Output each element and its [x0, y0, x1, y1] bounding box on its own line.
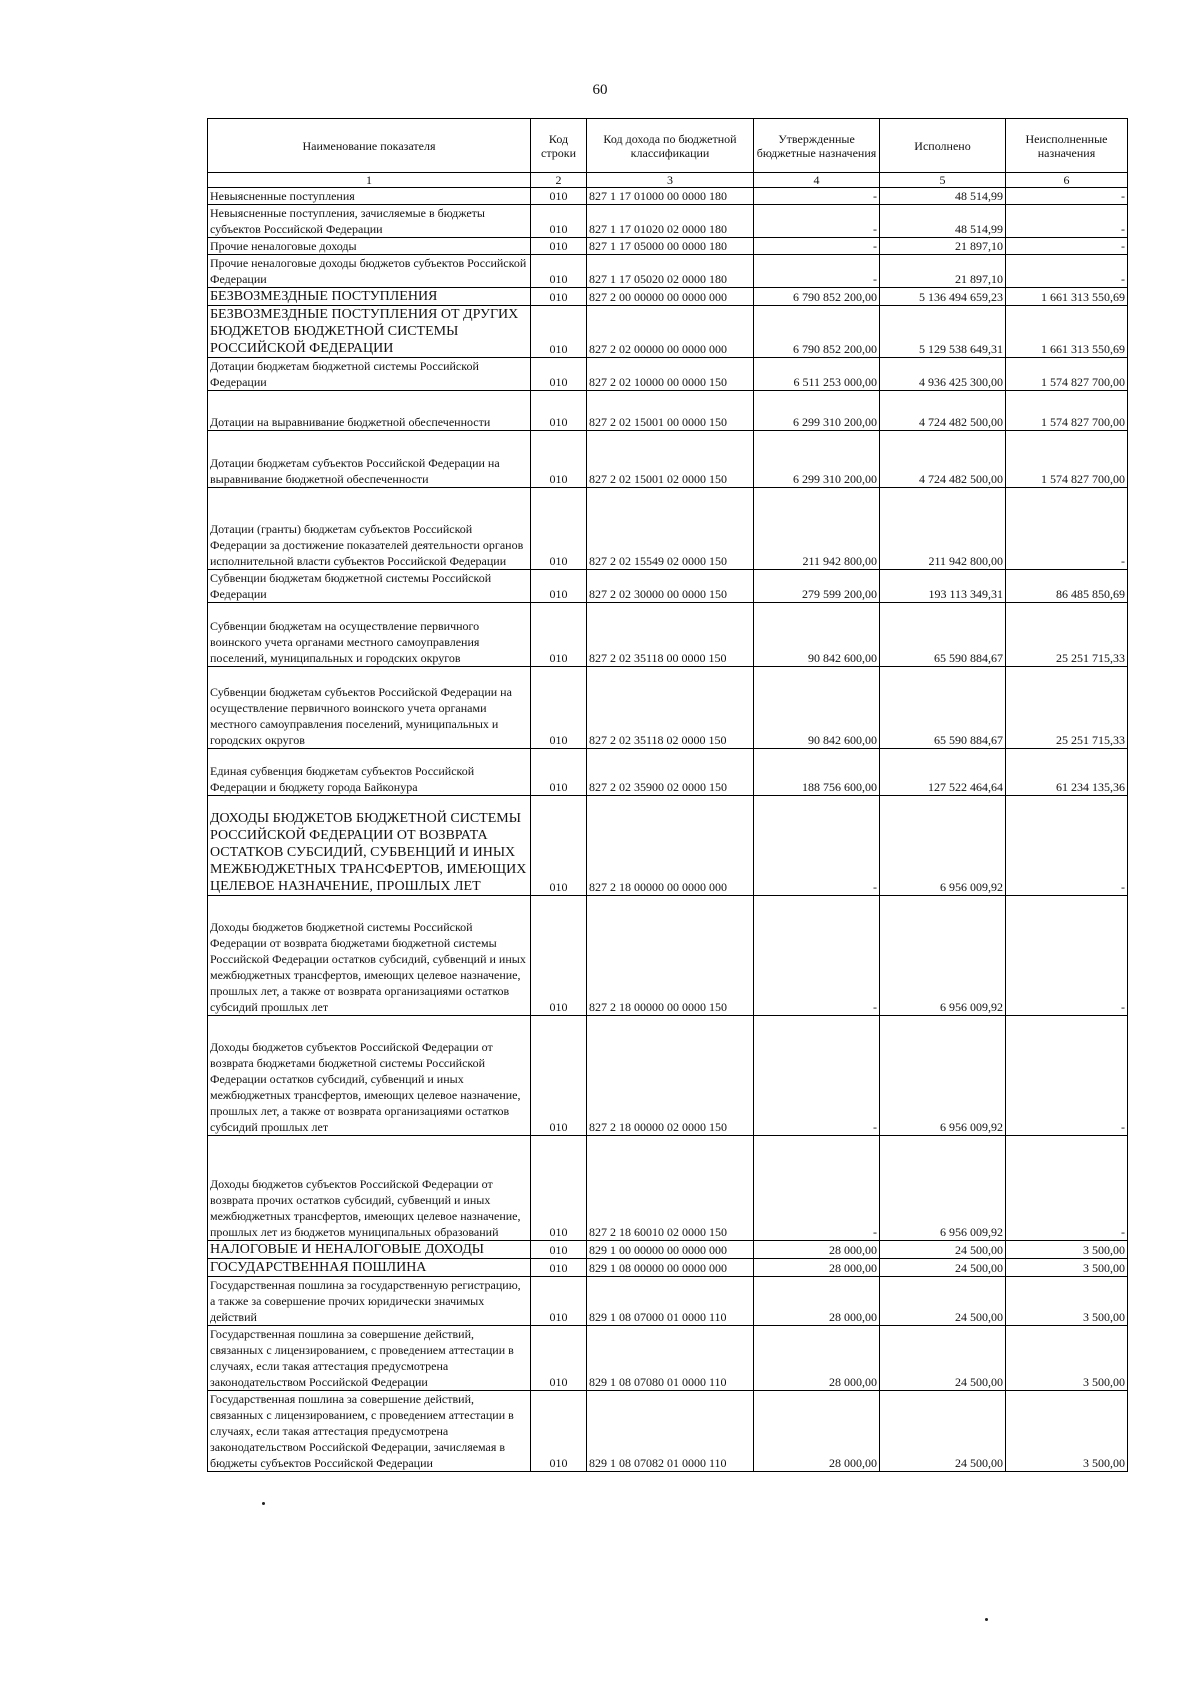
indicator-name-cell: Государственная пошлина за совершение действий, связанных с лицензированием, с проведением аттестации в случаях, если такая аттестация предусмотрена законодательством Российской Федерации	[208, 1326, 531, 1391]
table-row	[208, 1277, 1128, 1326]
approved-amount-cell: 6 299 310 200,00	[754, 431, 880, 488]
unexecuted-amount-cell: -	[1006, 488, 1128, 570]
approved-amount-cell: 28 000,00	[754, 1277, 880, 1326]
line-code-cell: 010	[531, 667, 587, 749]
income-code-cell: 829 1 08 00000 00 0000 000	[587, 1259, 754, 1277]
executed-amount-cell: 4 724 482 500,00	[880, 391, 1006, 431]
income-code-cell: 827 2 18 60010 02 0000 150	[587, 1136, 754, 1241]
income-code-cell: 829 1 08 07080 01 0000 110	[587, 1326, 754, 1391]
table-row	[208, 796, 1128, 896]
income-code-cell: 827 2 18 00000 00 0000 000	[587, 796, 754, 896]
unexecuted-amount-cell: 61 234 135,36	[1006, 749, 1128, 796]
line-code-cell: 010	[531, 488, 587, 570]
unexecuted-amount-cell: -	[1006, 205, 1128, 238]
indicator-name-cell: Субвенции бюджетам на осуществление первичного воинского учета органами местного самоуправления поселений, муниципальных и городских округов	[208, 603, 531, 667]
indicator-name-cell: БЕЗВОЗМЕЗДНЫЕ ПОСТУПЛЕНИЯ	[208, 288, 531, 306]
table-row	[208, 205, 1128, 238]
executed-amount-cell: 6 956 009,92	[880, 1016, 1006, 1136]
approved-amount-cell: -	[754, 205, 880, 238]
indicator-name-cell: Дотации (гранты) бюджетам субъектов Российской Федерации за достижение показателей деятельности органов исполнительной власти субъектов Российской Федерации	[208, 488, 531, 570]
unexecuted-amount-cell: 1 574 827 700,00	[1006, 358, 1128, 391]
executed-amount-cell: 5 129 538 649,31	[880, 306, 1006, 358]
line-code-cell: 010	[531, 749, 587, 796]
table-row	[208, 431, 1128, 488]
executed-amount-cell: 127 522 464,64	[880, 749, 1006, 796]
indicator-name-cell: Субвенции бюджетам субъектов Российской Федерации на осуществление первичного воинского учета органами местного самоуправления поселений, муниципальных и городских округов	[208, 667, 531, 749]
indicator-name-cell: Прочие неналоговые доходы	[208, 238, 531, 255]
line-code-cell: 010	[531, 358, 587, 391]
header-unexecuted: Неисполненные назначения	[1006, 119, 1128, 173]
line-code-cell: 010	[531, 1277, 587, 1326]
line-code-cell: 010	[531, 1326, 587, 1391]
indicator-name-cell: НАЛОГОВЫЕ И НЕНАЛОГОВЫЕ ДОХОДЫ	[208, 1241, 531, 1259]
income-code-cell: 827 2 02 35118 02 0000 150	[587, 667, 754, 749]
indicator-name-cell: ДОХОДЫ БЮДЖЕТОВ БЮДЖЕТНОЙ СИСТЕМЫ РОССИЙСКОЙ ФЕДЕРАЦИИ ОТ ВОЗВРАТА ОСТАТКОВ СУБСИДИЙ, СУБВЕНЦИЙ И ИНЫХ МЕЖБЮДЖЕТНЫХ ТРАНСФЕРТОВ, ИМЕЮЩИХ ЦЕЛЕВОЕ НАЗНАЧЕНИЕ, ПРОШЛЫХ ЛЕТ	[208, 796, 531, 896]
budget-execution-table	[207, 118, 1128, 1472]
unexecuted-amount-cell: -	[1006, 238, 1128, 255]
income-code-cell: 829 1 00 00000 00 0000 000	[587, 1241, 754, 1259]
unexecuted-amount-cell: -	[1006, 796, 1128, 896]
line-code-cell: 010	[531, 255, 587, 288]
column-number: 1	[208, 173, 531, 188]
approved-amount-cell: -	[754, 188, 880, 205]
indicator-name-cell: Прочие неналоговые доходы бюджетов субъектов Российской Федерации	[208, 255, 531, 288]
line-code-cell: 010	[531, 1241, 587, 1259]
unexecuted-amount-cell: 3 500,00	[1006, 1241, 1128, 1259]
indicator-name-cell: Единая субвенция бюджетам субъектов Российской Федерации и бюджету города Байконура	[208, 749, 531, 796]
approved-amount-cell: -	[754, 1136, 880, 1241]
unexecuted-amount-cell: 25 251 715,33	[1006, 667, 1128, 749]
approved-amount-cell: -	[754, 255, 880, 288]
table-row	[208, 255, 1128, 288]
indicator-name-cell: Государственная пошлина за совершение действий, связанных с лицензированием, с проведением аттестации в случаях, если такая аттестация предусмотрена законодательством Российской Федерации, зачисляемая в бюджеты субъектов Российской Федерации	[208, 1391, 531, 1472]
table-row	[208, 306, 1128, 358]
table-row	[208, 488, 1128, 570]
unexecuted-amount-cell: 1 574 827 700,00	[1006, 431, 1128, 488]
income-code-cell: 827 2 02 15549 02 0000 150	[587, 488, 754, 570]
approved-amount-cell: 28 000,00	[754, 1259, 880, 1277]
executed-amount-cell: 24 500,00	[880, 1277, 1006, 1326]
table-row	[208, 1259, 1128, 1277]
header-approved: Утвержденные бюджетные назначения	[754, 119, 880, 173]
approved-amount-cell: 6 790 852 200,00	[754, 288, 880, 306]
income-code-cell: 827 2 18 00000 00 0000 150	[587, 896, 754, 1016]
line-code-cell: 010	[531, 205, 587, 238]
scan-speck	[262, 1502, 265, 1505]
unexecuted-amount-cell: 86 485 850,69	[1006, 570, 1128, 603]
approved-amount-cell: 90 842 600,00	[754, 603, 880, 667]
income-code-cell: 829 1 08 07000 01 0000 110	[587, 1277, 754, 1326]
table-row	[208, 1136, 1128, 1241]
unexecuted-amount-cell: 3 500,00	[1006, 1277, 1128, 1326]
indicator-name-cell: Доходы бюджетов субъектов Российской Федерации от возврата прочих остатков субсидий, субвенций и иных межбюджетных трансфертов, имеющих целевое назначение, прошлых лет из бюджетов муниципальных образований	[208, 1136, 531, 1241]
income-code-cell: 827 2 02 35900 02 0000 150	[587, 749, 754, 796]
executed-amount-cell: 6 956 009,92	[880, 896, 1006, 1016]
page-number: 60	[592, 82, 608, 98]
approved-amount-cell: 6 511 253 000,00	[754, 358, 880, 391]
executed-amount-cell: 48 514,99	[880, 205, 1006, 238]
table-row	[208, 749, 1128, 796]
unexecuted-amount-cell: -	[1006, 896, 1128, 1016]
indicator-name-cell: БЕЗВОЗМЕЗДНЫЕ ПОСТУПЛЕНИЯ ОТ ДРУГИХ БЮДЖЕТОВ БЮДЖЕТНОЙ СИСТЕМЫ РОССИЙСКОЙ ФЕДЕРАЦИИ	[208, 306, 531, 358]
approved-amount-cell: 28 000,00	[754, 1241, 880, 1259]
line-code-cell: 010	[531, 1136, 587, 1241]
income-code-cell: 829 1 08 07082 01 0000 110	[587, 1391, 754, 1472]
header-indicator-name: Наименование показателя	[208, 119, 531, 173]
approved-amount-cell: -	[754, 1016, 880, 1136]
executed-amount-cell: 48 514,99	[880, 188, 1006, 205]
executed-amount-cell: 24 500,00	[880, 1326, 1006, 1391]
line-code-cell: 010	[531, 431, 587, 488]
indicator-name-cell: Невыясненные поступления, зачисляемые в бюджеты субъектов Российской Федерации	[208, 205, 531, 238]
executed-amount-cell: 4 936 425 300,00	[880, 358, 1006, 391]
income-code-cell: 827 2 02 30000 00 0000 150	[587, 570, 754, 603]
table-row	[208, 238, 1128, 255]
line-code-cell: 010	[531, 188, 587, 205]
income-code-cell: 827 2 18 00000 02 0000 150	[587, 1016, 754, 1136]
unexecuted-amount-cell: 1 661 313 550,69	[1006, 288, 1128, 306]
table-row	[208, 570, 1128, 603]
approved-amount-cell: 28 000,00	[754, 1326, 880, 1391]
unexecuted-amount-cell: -	[1006, 1136, 1128, 1241]
unexecuted-amount-cell: 3 500,00	[1006, 1391, 1128, 1472]
table-row	[208, 188, 1128, 205]
executed-amount-cell: 6 956 009,92	[880, 796, 1006, 896]
approved-amount-cell: 188 756 600,00	[754, 749, 880, 796]
table-row	[208, 1391, 1128, 1472]
table-row	[208, 288, 1128, 306]
line-code-cell: 010	[531, 896, 587, 1016]
approved-amount-cell: -	[754, 896, 880, 1016]
header-executed: Исполнено	[880, 119, 1006, 173]
approved-amount-cell: 28 000,00	[754, 1391, 880, 1472]
income-code-cell: 827 2 02 00000 00 0000 000	[587, 306, 754, 358]
income-code-cell: 827 1 17 01020 02 0000 180	[587, 205, 754, 238]
indicator-name-cell: Доходы бюджетов бюджетной системы Российской Федерации от возврата бюджетами бюджетной системы Российской Федерации остатков субсидий, субвенций и иных межбюджетных трансфертов, имеющих целевое назначение, прошлых лет, а также от возврата организациями остатков субсидий прошлых лет	[208, 896, 531, 1016]
executed-amount-cell: 6 956 009,92	[880, 1136, 1006, 1241]
approved-amount-cell: 6 299 310 200,00	[754, 391, 880, 431]
line-code-cell: 010	[531, 603, 587, 667]
unexecuted-amount-cell: 3 500,00	[1006, 1259, 1128, 1277]
executed-amount-cell: 24 500,00	[880, 1241, 1006, 1259]
scan-speck	[985, 1618, 988, 1621]
unexecuted-amount-cell: -	[1006, 188, 1128, 205]
executed-amount-cell: 4 724 482 500,00	[880, 431, 1006, 488]
income-code-cell: 827 1 17 01000 00 0000 180	[587, 188, 754, 205]
unexecuted-amount-cell: -	[1006, 255, 1128, 288]
indicator-name-cell: Дотации на выравнивание бюджетной обеспеченности	[208, 391, 531, 431]
indicator-name-cell: ГОСУДАРСТВЕННАЯ ПОШЛИНА	[208, 1259, 531, 1277]
unexecuted-amount-cell: -	[1006, 1016, 1128, 1136]
unexecuted-amount-cell: 1 661 313 550,69	[1006, 306, 1128, 358]
income-code-cell: 827 2 02 10000 00 0000 150	[587, 358, 754, 391]
income-code-cell: 827 1 17 05020 02 0000 180	[587, 255, 754, 288]
executed-amount-cell: 21 897,10	[880, 255, 1006, 288]
approved-amount-cell: -	[754, 238, 880, 255]
table-row	[208, 1016, 1128, 1136]
income-code-cell: 827 1 17 05000 00 0000 180	[587, 238, 754, 255]
line-code-cell: 010	[531, 306, 587, 358]
income-code-cell: 827 2 02 15001 02 0000 150	[587, 431, 754, 488]
income-code-cell: 827 2 00 00000 00 0000 000	[587, 288, 754, 306]
column-number: 6	[1006, 173, 1128, 188]
executed-amount-cell: 24 500,00	[880, 1259, 1006, 1277]
line-code-cell: 010	[531, 1016, 587, 1136]
column-number: 3	[587, 173, 754, 188]
line-code-cell: 010	[531, 1391, 587, 1472]
header-line-code: Код строки	[531, 119, 587, 173]
indicator-name-cell: Государственная пошлина за государственную регистрацию, а также за совершение прочих юридически значимых действий	[208, 1277, 531, 1326]
table-row	[208, 896, 1128, 1016]
executed-amount-cell: 21 897,10	[880, 238, 1006, 255]
table-row	[208, 391, 1128, 431]
executed-amount-cell: 65 590 884,67	[880, 667, 1006, 749]
unexecuted-amount-cell: 25 251 715,33	[1006, 603, 1128, 667]
column-number-row	[208, 173, 1128, 188]
income-code-cell: 827 2 02 35118 00 0000 150	[587, 603, 754, 667]
line-code-cell: 010	[531, 570, 587, 603]
executed-amount-cell: 5 136 494 659,23	[880, 288, 1006, 306]
line-code-cell: 010	[531, 796, 587, 896]
indicator-name-cell: Субвенции бюджетам бюджетной системы Российской Федерации	[208, 570, 531, 603]
column-number: 4	[754, 173, 880, 188]
approved-amount-cell: -	[754, 796, 880, 896]
line-code-cell: 010	[531, 238, 587, 255]
line-code-cell: 010	[531, 288, 587, 306]
income-code-cell: 827 2 02 15001 00 0000 150	[587, 391, 754, 431]
table-body	[208, 188, 1128, 1472]
indicator-name-cell: Доходы бюджетов субъектов Российской Федерации от возврата бюджетами бюджетной системы Российской Федерации остатков субсидий, субвенций и иных межбюджетных трансфертов, имеющих целевое назначение, прошлых лет, а также от возврата организациями остатков субсидий прошлых лет	[208, 1016, 531, 1136]
line-code-cell: 010	[531, 391, 587, 431]
table-row	[208, 1241, 1128, 1259]
line-code-cell: 010	[531, 1259, 587, 1277]
approved-amount-cell: 90 842 600,00	[754, 667, 880, 749]
approved-amount-cell: 6 790 852 200,00	[754, 306, 880, 358]
approved-amount-cell: 279 599 200,00	[754, 570, 880, 603]
executed-amount-cell: 211 942 800,00	[880, 488, 1006, 570]
unexecuted-amount-cell: 1 574 827 700,00	[1006, 391, 1128, 431]
indicator-name-cell: Дотации бюджетам субъектов Российской Федерации на выравнивание бюджетной обеспеченности	[208, 431, 531, 488]
executed-amount-cell: 24 500,00	[880, 1391, 1006, 1472]
approved-amount-cell: 211 942 800,00	[754, 488, 880, 570]
header-income-code: Код дохода по бюджетной классификации	[587, 119, 754, 173]
indicator-name-cell: Невыясненные поступления	[208, 188, 531, 205]
table-row	[208, 1326, 1128, 1391]
header-row	[208, 119, 1128, 173]
column-number: 5	[880, 173, 1006, 188]
unexecuted-amount-cell: 3 500,00	[1006, 1326, 1128, 1391]
table-row	[208, 667, 1128, 749]
column-number: 2	[531, 173, 587, 188]
executed-amount-cell: 65 590 884,67	[880, 603, 1006, 667]
table-row	[208, 603, 1128, 667]
executed-amount-cell: 193 113 349,31	[880, 570, 1006, 603]
table-row	[208, 358, 1128, 391]
indicator-name-cell: Дотации бюджетам бюджетной системы Российской Федерации	[208, 358, 531, 391]
